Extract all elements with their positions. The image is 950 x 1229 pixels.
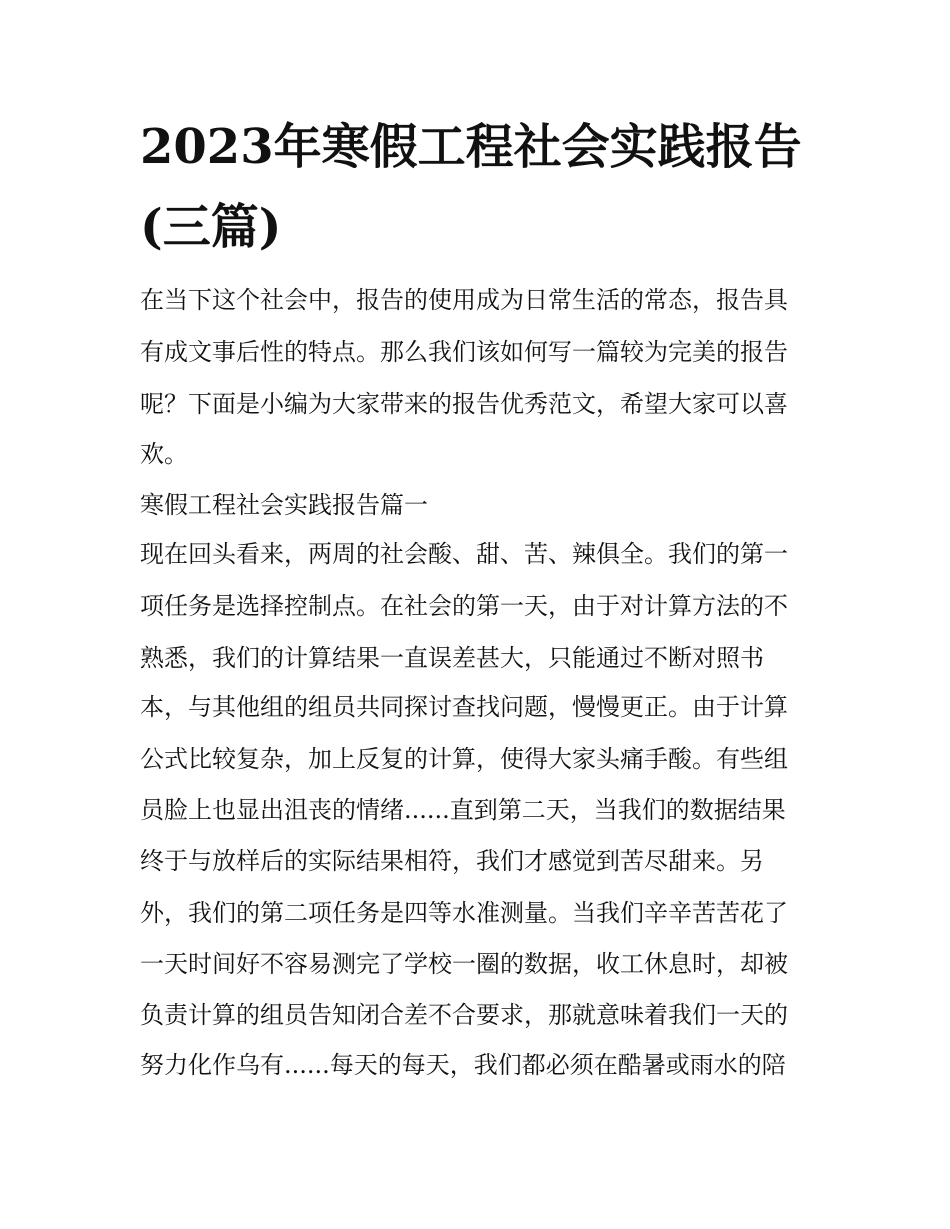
document-title-line-2: (三篇) <box>140 199 282 255</box>
body-line: 公式比较复杂，加上反复的计算，使得大家头痛手酸。有些组 <box>140 745 788 773</box>
body-line: 熟悉，我们的计算结果一直误差甚大，只能通过不断对照书 <box>140 644 764 672</box>
intro-line: 欢。 <box>140 440 188 468</box>
section-heading: 寒假工程社会实践报告篇一 <box>140 491 428 519</box>
body-line: 负责计算的组员告知闭合差不合要求，那就意味着我们一天的 <box>140 1001 788 1029</box>
body-line: 一天时间好不容易测完了学校一圈的数据，收工休息时，却被 <box>140 950 788 978</box>
body-line: 终于与放样后的实际结果相符，我们才感觉到苦尽甜来。另 <box>140 847 764 875</box>
body-line: 本，与其他组的组员共同探讨查找问题，慢慢更正。由于计算 <box>140 693 788 721</box>
body-line: 现在回头看来，两周的社会酸、甜、苦、辣俱全。我们的第一 <box>140 540 788 568</box>
body-line: 项任务是选择控制点。在社会的第一天，由于对计算方法的不 <box>140 592 788 620</box>
body-line: 员脸上也显出沮丧的情绪......直到第二天，当我们的数据结果 <box>140 796 786 824</box>
document-title-line-1: 2023年寒假工程社会实践报告 <box>140 119 802 175</box>
intro-line: 有成文事后性的特点。那么我们该如何写一篇较为完美的报告 <box>140 338 788 366</box>
body-line: 努力化作乌有......每天的每天，我们都必须在酷暑或雨水的陪 <box>140 1051 786 1079</box>
intro-line: 呢？下面是小编为大家带来的报告优秀范文，希望大家可以喜 <box>140 390 788 418</box>
intro-line: 在当下这个社会中，报告的使用成为日常生活的常态，报告具 <box>140 286 788 314</box>
body-line: 外，我们的第二项任务是四等水准测量。当我们辛辛苦苦花了 <box>140 899 788 927</box>
